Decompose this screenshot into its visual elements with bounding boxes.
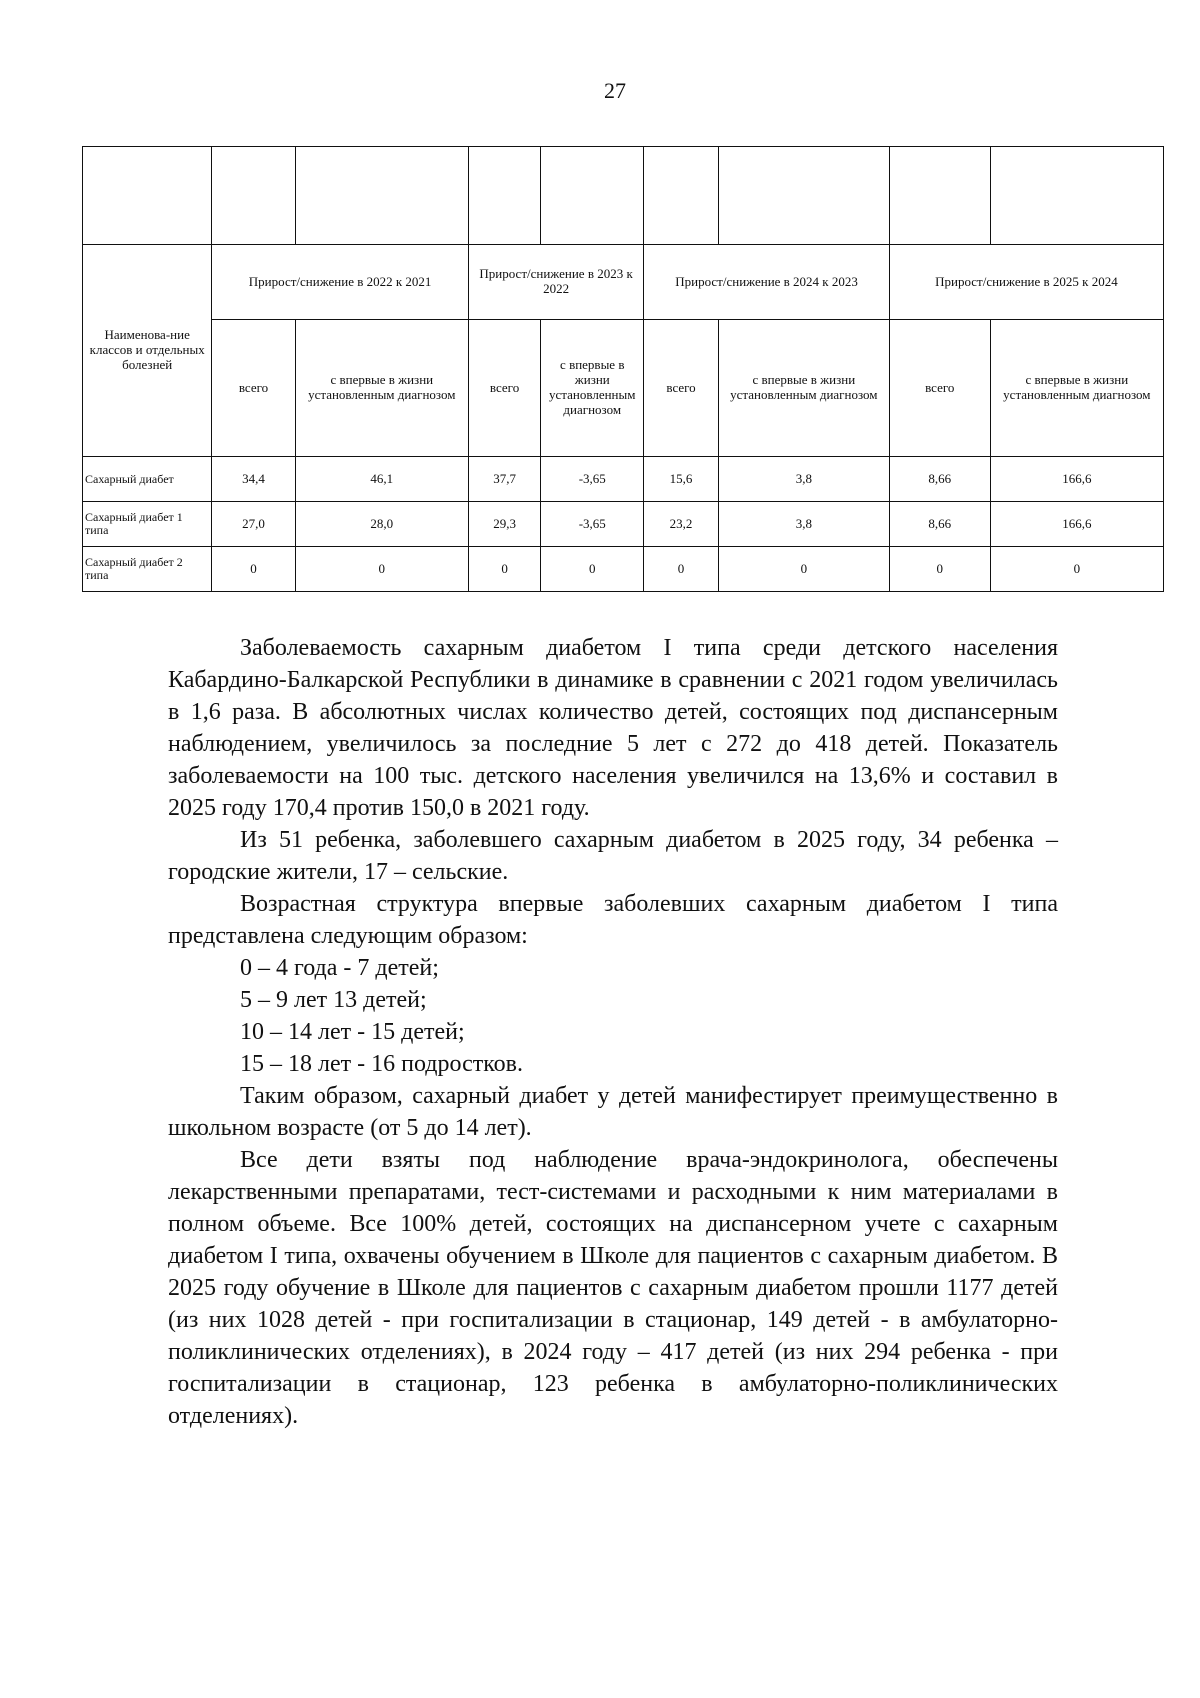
table-blank-cell	[718, 147, 889, 245]
table-cell: 3,8	[718, 502, 889, 547]
paragraph: Из 51 ребенка, заболевшего сахарным диабетом в 2025 году, 34 ребенка – городские жители, 17 – сельские.	[168, 827, 1058, 885]
table-cell: 0	[644, 547, 719, 592]
table-blank-cell	[83, 147, 212, 245]
table-cell: 15,6	[644, 457, 719, 502]
paragraph: Заболеваемость сахарным диабетом I типа среди детского населения Кабардино-Балкарской Республики в динамике в сравнении с 2021 годом увеличилась в 1,6 раза. В абсолютных числах количество детей, состоящих под диспансерным наблюдением, увеличилось за последние 5 лет с 272 до 418 детей. Показатель заболеваемости на 100 тыс. детского населения увеличился на 13,6% и составил в 2025 году 170,4 против 150,0 в 2021 году.	[168, 635, 1058, 821]
table-cell: 28,0	[295, 502, 468, 547]
paragraph: Таким образом, сахарный диабет у детей манифестирует преимущественно в школьном возрасте (от 5 до 14 лет).	[168, 1083, 1058, 1141]
list-item: 0 – 4 года - 7 детей;	[240, 955, 439, 981]
table-row	[83, 547, 1164, 592]
col-header-total: всего	[644, 320, 719, 457]
table-cell: 8,66	[889, 502, 990, 547]
group-header-2023: Прирост/снижение в 2023 к 2022	[468, 245, 643, 320]
table-blank-cell	[468, 147, 540, 245]
table-blank-cell	[541, 147, 644, 245]
row-name: Сахарный диабет 1 типа	[83, 502, 212, 547]
table-blank-cell	[644, 147, 719, 245]
page-number: 27	[604, 78, 626, 103]
paragraph: Возрастная структура впервые заболевших сахарным диабетом I типа представлена следующим образом:	[168, 891, 1058, 949]
table-cell: 166,6	[990, 457, 1163, 502]
paragraph: Все дети взяты под наблюдение врача-эндокринолога, обеспечены лекарственными препаратами, тест-системами и расходными к ним материалами в полном объеме. Все 100% детей, состоящих на диспансерном учете с сахарным диабетом I типа, охвачены обучением в Школе для пациентов с сахарным диабетом. В 2025 году обучение в Школе для пациентов с сахарным диабетом прошли 1177 детей (из них 1028 детей - при госпитализации в стационар, 149 детей - в амбулаторно-поликлинических отделениях), в 2024 году – 417 детей (из них 294 ребенка - при госпитализации в стационар, 123 ребенка в амбулаторно-поликлинических отделениях).	[168, 1147, 1058, 1429]
table-blank-cell	[212, 147, 295, 245]
table-cell: 29,3	[468, 502, 540, 547]
table-row	[83, 502, 1164, 547]
table-cell: 0	[295, 547, 468, 592]
table-blank-cell	[889, 147, 990, 245]
table-cell: 0	[468, 547, 540, 592]
table-row	[83, 457, 1164, 502]
table-cell: 166,6	[990, 502, 1163, 547]
table-cell: 46,1	[295, 457, 468, 502]
group-header-2022: Прирост/снижение в 2022 к 2021	[212, 245, 469, 320]
table-cell: -3,65	[541, 457, 644, 502]
table-cell: 3,8	[718, 457, 889, 502]
table-cell: 0	[212, 547, 295, 592]
col-header-total: всего	[889, 320, 990, 457]
col-header-first: с впервые в жизни установленным диагнозом	[990, 320, 1163, 457]
table-subheader-row	[83, 320, 1164, 457]
row-header-cell: Наименова-ние классов и отдельных болезней	[83, 245, 212, 457]
col-header-total: всего	[212, 320, 295, 457]
group-header-2025: Прирост/снижение в 2025 к 2024	[889, 245, 1163, 320]
table-cell: 23,2	[644, 502, 719, 547]
table-cell: 8,66	[889, 457, 990, 502]
row-name: Сахарный диабет 2 типа	[83, 547, 212, 592]
table-blank-row	[83, 147, 1164, 245]
table-cell: 27,0	[212, 502, 295, 547]
list-item: 10 – 14 лет - 15 детей;	[240, 1019, 465, 1045]
table-blank-cell	[295, 147, 468, 245]
list-item: 15 – 18 лет - 16 подростков.	[240, 1051, 523, 1077]
table-cell: 37,7	[468, 457, 540, 502]
list-item: 5 – 9 лет 13 детей;	[240, 987, 427, 1013]
col-header-total: всего	[468, 320, 540, 457]
body-text	[168, 632, 1058, 1432]
table-group-header-row	[83, 245, 1164, 320]
table-cell: 0	[718, 547, 889, 592]
table-cell: 0	[541, 547, 644, 592]
table-cell: 0	[990, 547, 1163, 592]
group-header-2024: Прирост/снижение в 2024 к 2023	[644, 245, 890, 320]
table-cell: -3,65	[541, 502, 644, 547]
table-blank-cell	[990, 147, 1163, 245]
col-header-first: с впервые в жизни установленным диагнозом	[541, 320, 644, 457]
row-name: Сахарный диабет	[83, 457, 212, 502]
col-header-first: с впервые в жизни установленным диагнозом	[718, 320, 889, 457]
table-cell: 0	[889, 547, 990, 592]
statistics-table	[82, 146, 1164, 592]
table-cell: 34,4	[212, 457, 295, 502]
col-header-first: с впервые в жизни установленным диагнозом	[295, 320, 468, 457]
